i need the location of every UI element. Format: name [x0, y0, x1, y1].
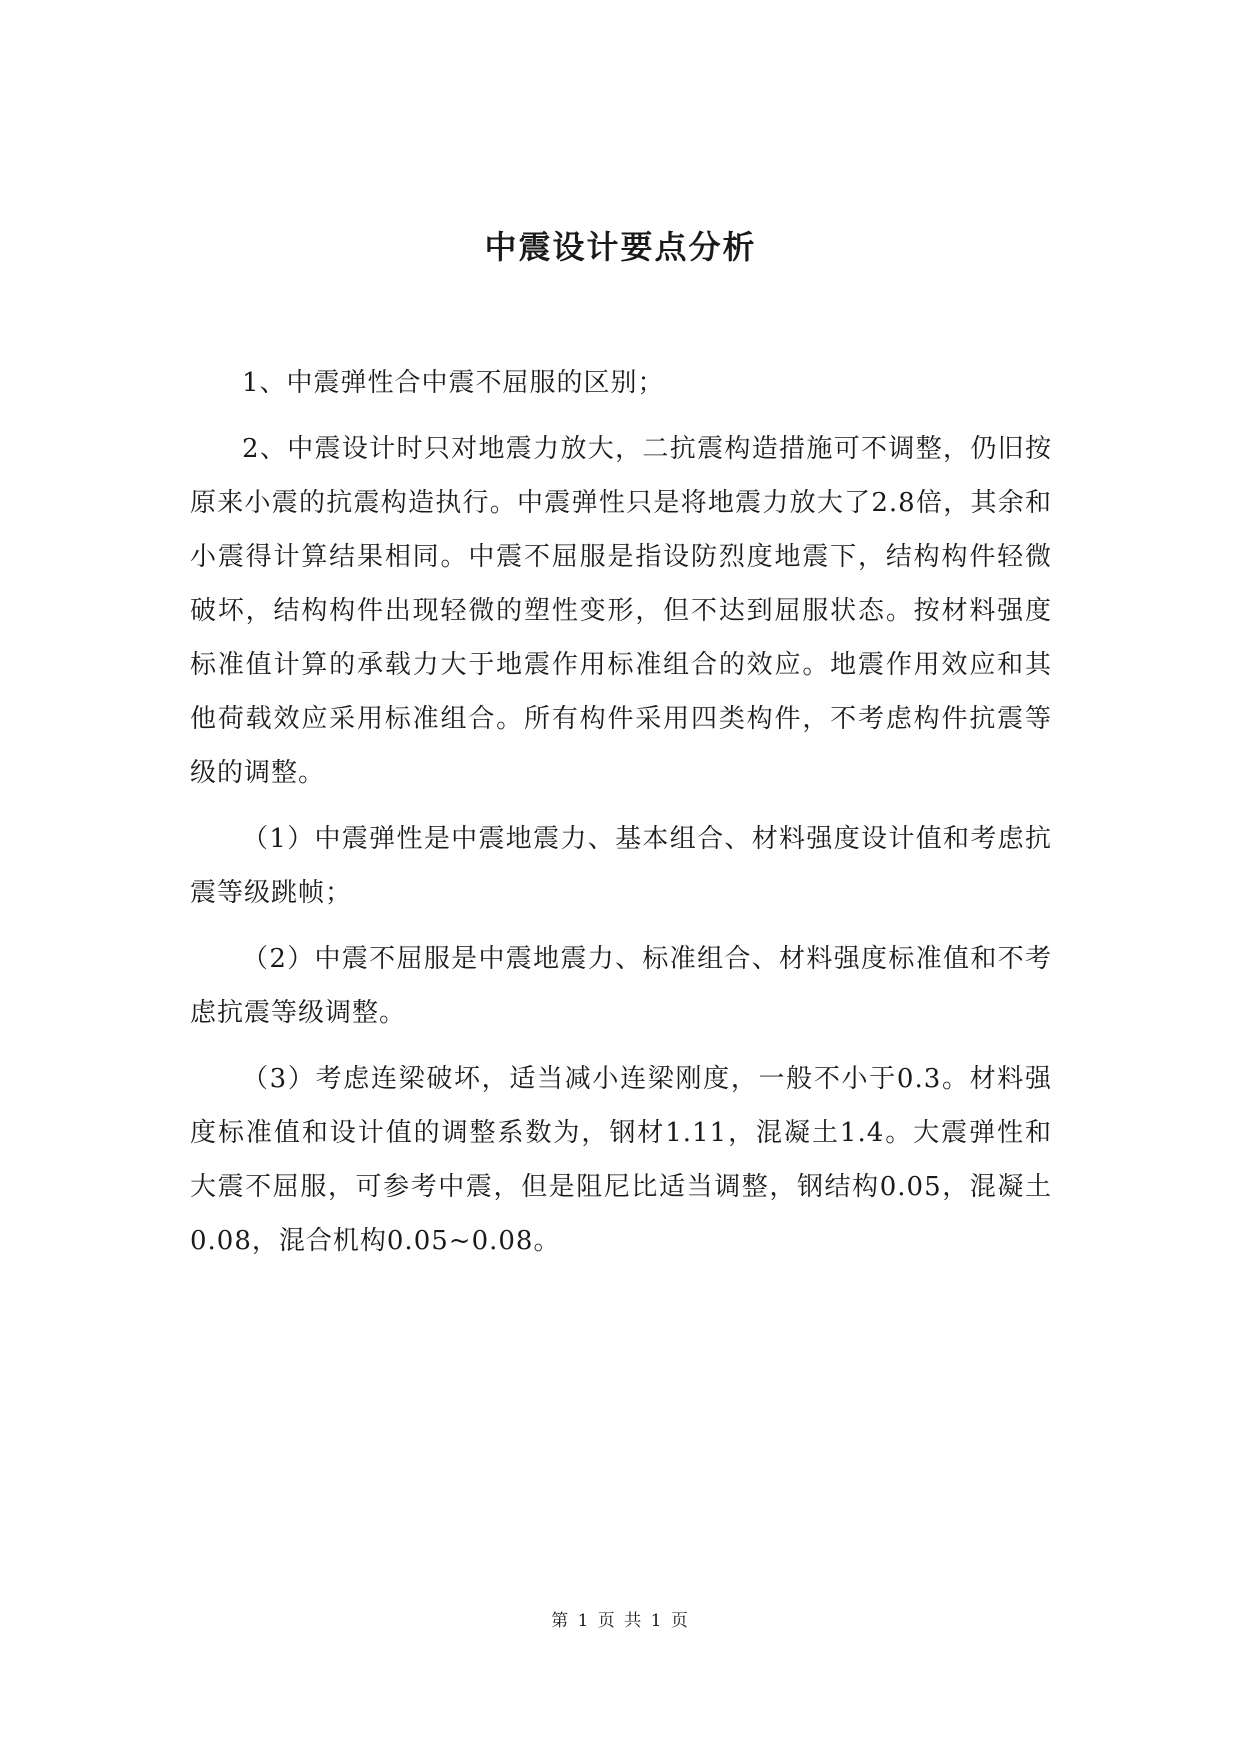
paragraph-5: （3）考虑连梁破坏，适当减小连梁刚度，一般不小于0.3。材料强度标准值和设计值的调整系数为，钢材1.11，混凝土1.4。大震弹性和大震不屈服，可参考中震，但是阻尼比适当调整，钢结构0.05，混凝土0.08，混合机构0.05~0.08。: [190, 1064, 1052, 1256]
document-title: 中震设计要点分析: [484, 228, 757, 266]
paragraph-2: 2、中震设计时只对地震力放大，二抗震构造措施可不调整，仍旧按原来小震的抗震构造执行。中震弹性只是将地震力放大了2.8倍，其余和小震得计算结果相同。中震不屈服是指设防烈度地震下，结构构件轻微破坏，结构构件出现轻微的塑性变形，但不达到屈服状态。按材料强度标准值计算的承载力大于地震作用标准组合的效应。地震作用效应和其他荷载效应采用标准组合。所有构件采用四类构件，不考虑构件抗震等级的调整。: [190, 434, 1052, 788]
page-footer: 第 1 页 共 1 页: [551, 1611, 690, 1631]
paragraph-4: （2）中震不屈服是中震地震力、标准组合、材料强度标准值和不考虑抗震等级调整。: [190, 944, 1052, 1028]
paragraph-1: 1、中震弹性合中震不屈服的区别；: [242, 368, 665, 398]
document-body: [190, 356, 1052, 1268]
paragraph-3: （1）中震弹性是中震地震力、基本组合、材料强度设计值和考虑抗震等级跳帧；: [190, 824, 1052, 908]
